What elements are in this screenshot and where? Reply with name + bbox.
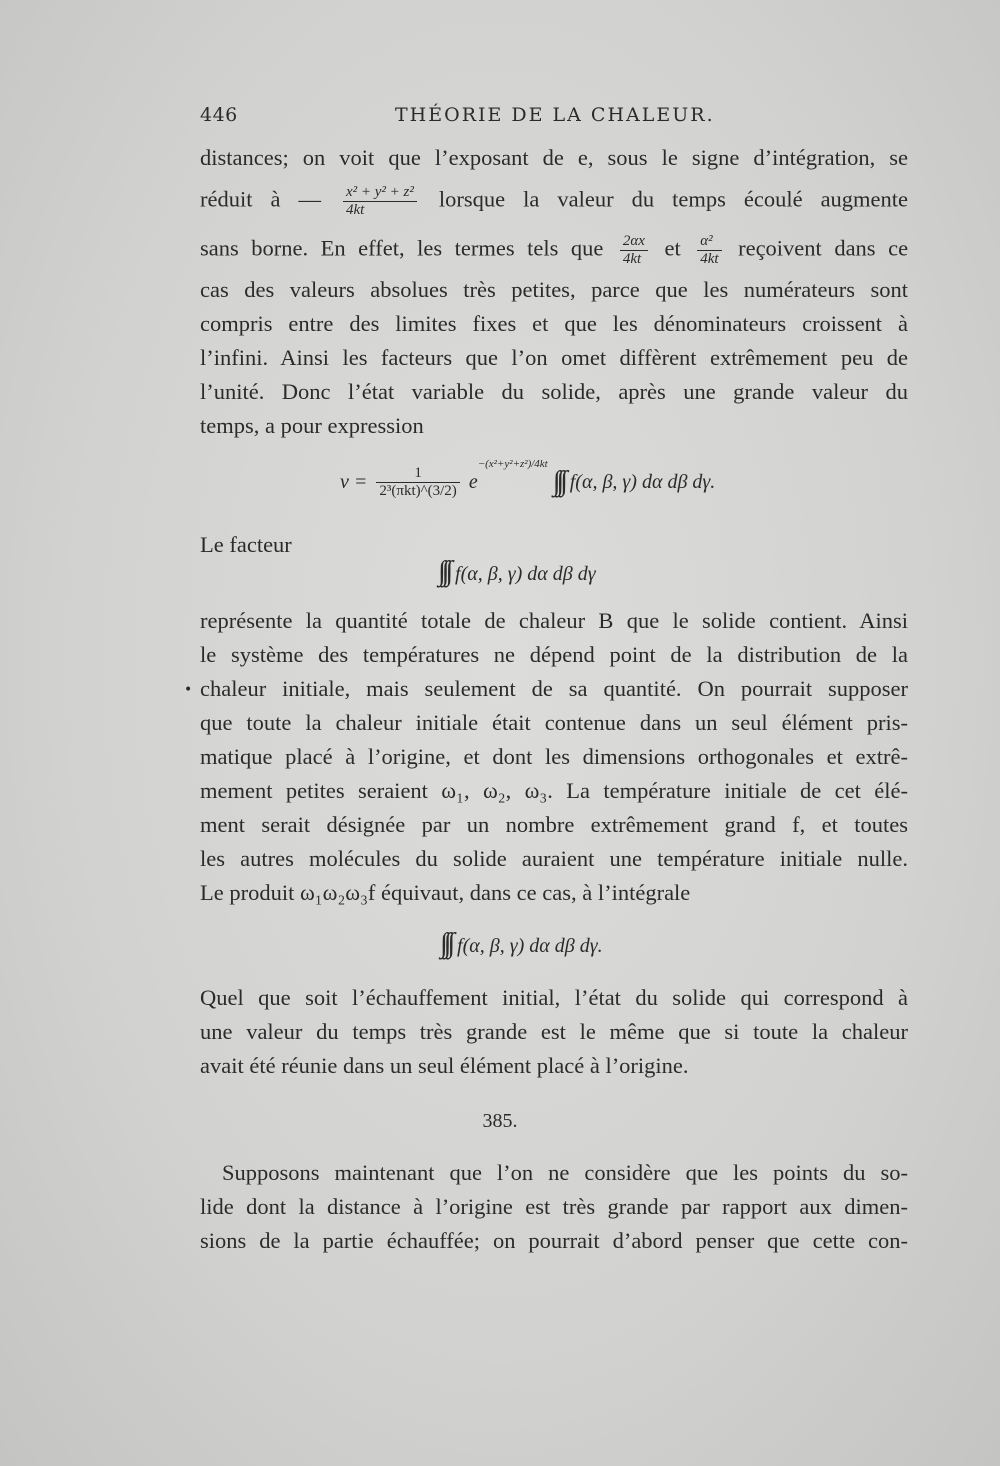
- text-line-13: que toute la chaleur initiale était contenue dans un seul élément pris-: [200, 710, 908, 735]
- fraction-numerator: α²: [697, 233, 721, 251]
- fraction-denominator: 4kt: [700, 251, 719, 267]
- text-line-7: l’unité. Donc l’état variable du solide, après une grande valeur du: [200, 379, 908, 404]
- formula-integrand: f(α, β, γ) dα dβ dγ.: [457, 935, 603, 957]
- text-line-20: une valeur du temps très grande est le même que si toute la chaleur: [200, 1019, 908, 1044]
- formula-factor: [438, 556, 596, 588]
- formula-v: [340, 458, 715, 500]
- fraction-numerator: 2αx: [620, 233, 648, 251]
- fraction-a2: [697, 233, 721, 268]
- formula-coefficient: [376, 465, 459, 500]
- running-title: THÉORIE DE LA CHALEUR.: [395, 104, 715, 126]
- text-line-6: l’infini. Ainsi les facteurs que l’on omet diffèrent extrêmement peu de: [200, 345, 908, 370]
- text-line-8: temps, a pour expression: [200, 413, 424, 438]
- text-line-15: mement petites seraient ω₁, ω₂, ω₃. La température initiale de cet élé-: [200, 778, 908, 803]
- text-line-11: le système des températures ne dépend point de la distribution de la: [200, 642, 908, 667]
- margin-bullet: •: [184, 682, 193, 698]
- line-3-text-a: sans borne. En effet, les termes tels que: [200, 235, 604, 261]
- text-line-21: avait été réunie dans un seul élément placé à l’origine.: [200, 1053, 689, 1078]
- formula-integrand: f(α, β, γ) dα dβ dγ: [455, 563, 596, 585]
- text-line-10: représente la quantité totale de chaleur B que le solide contient. Ainsi: [200, 608, 908, 633]
- triple-integral-sign: ∫∫∫: [440, 928, 452, 959]
- text-line-5: compris entre des limites fixes et que les dénominateurs croissent à: [200, 311, 908, 336]
- formula-lhs: v =: [340, 470, 368, 493]
- text-line-14: matique placé à l’origine, et dont les dimensions orthogonales et extrê-: [200, 744, 908, 769]
- formula-integral: [440, 928, 603, 960]
- text-line-3: [200, 233, 908, 268]
- line-3-text-b: et: [664, 235, 681, 261]
- triple-integral-sign: ∫∫∫: [438, 556, 450, 587]
- text-line-24: sions de la partie échauffée; on pourrait d’abord penser que cette con-: [200, 1228, 908, 1253]
- text-line-12: chaleur initiale, mais seulement de sa quantité. On pourrait supposer: [200, 676, 908, 701]
- section-number: 385.: [482, 1110, 518, 1132]
- triple-integral-sign: ∫∫∫: [552, 466, 564, 498]
- text-line-16: ment serait désignée par un nombre extrêmement grand f, et toutes: [200, 812, 908, 837]
- fraction-denominator: 2³(πkt)^(3/2): [379, 482, 457, 499]
- text-line-23: lide dont la distance à l’origine est très grande par rapport aux dimen-: [200, 1194, 908, 1219]
- fraction-denominator: 4kt: [622, 251, 642, 267]
- line-3-text-c: reçoivent dans ce: [738, 235, 909, 261]
- exp-base: e: [468, 470, 478, 493]
- fraction-numerator: x² + y² + z²: [343, 184, 417, 202]
- fraction-2ax: [620, 233, 648, 268]
- text-line-17: les autres molécules du solide auraient une température initiale nulle.: [200, 846, 908, 871]
- text-line-1: distances; on voit que l’exposant de e, sous le signe d’intégration, se: [200, 145, 908, 170]
- text-line-19: Quel que soit l’échauffement initial, l’état du solide qui correspond à: [200, 985, 908, 1010]
- text-line-9: Le facteur: [200, 532, 292, 557]
- text-line-18: Le produit ω₁ω₂ω₃f équivaut, dans ce cas, à l’intégrale: [200, 880, 691, 905]
- fraction-exponent: [343, 184, 417, 219]
- line-2-text-a: réduit à —: [200, 186, 321, 212]
- text-line-2: [200, 184, 908, 219]
- exp-exponent: −(x²+y²+z²)/4kt: [477, 458, 548, 470]
- formula-integrand: f(α, β, γ) dα dβ dγ.: [569, 470, 716, 493]
- fraction-denominator: 4kt: [346, 202, 365, 218]
- page-number: 446: [200, 104, 238, 126]
- line-2-text-b: lorsque la valeur du temps écoulé augmente: [438, 186, 909, 212]
- text-line-22: Supposons maintenant que l’on ne considère que les points du so-: [222, 1160, 908, 1185]
- text-line-4: cas des valeurs absolues très petites, parce que les numérateurs sont: [200, 277, 908, 302]
- fraction-numerator: 1: [376, 465, 459, 483]
